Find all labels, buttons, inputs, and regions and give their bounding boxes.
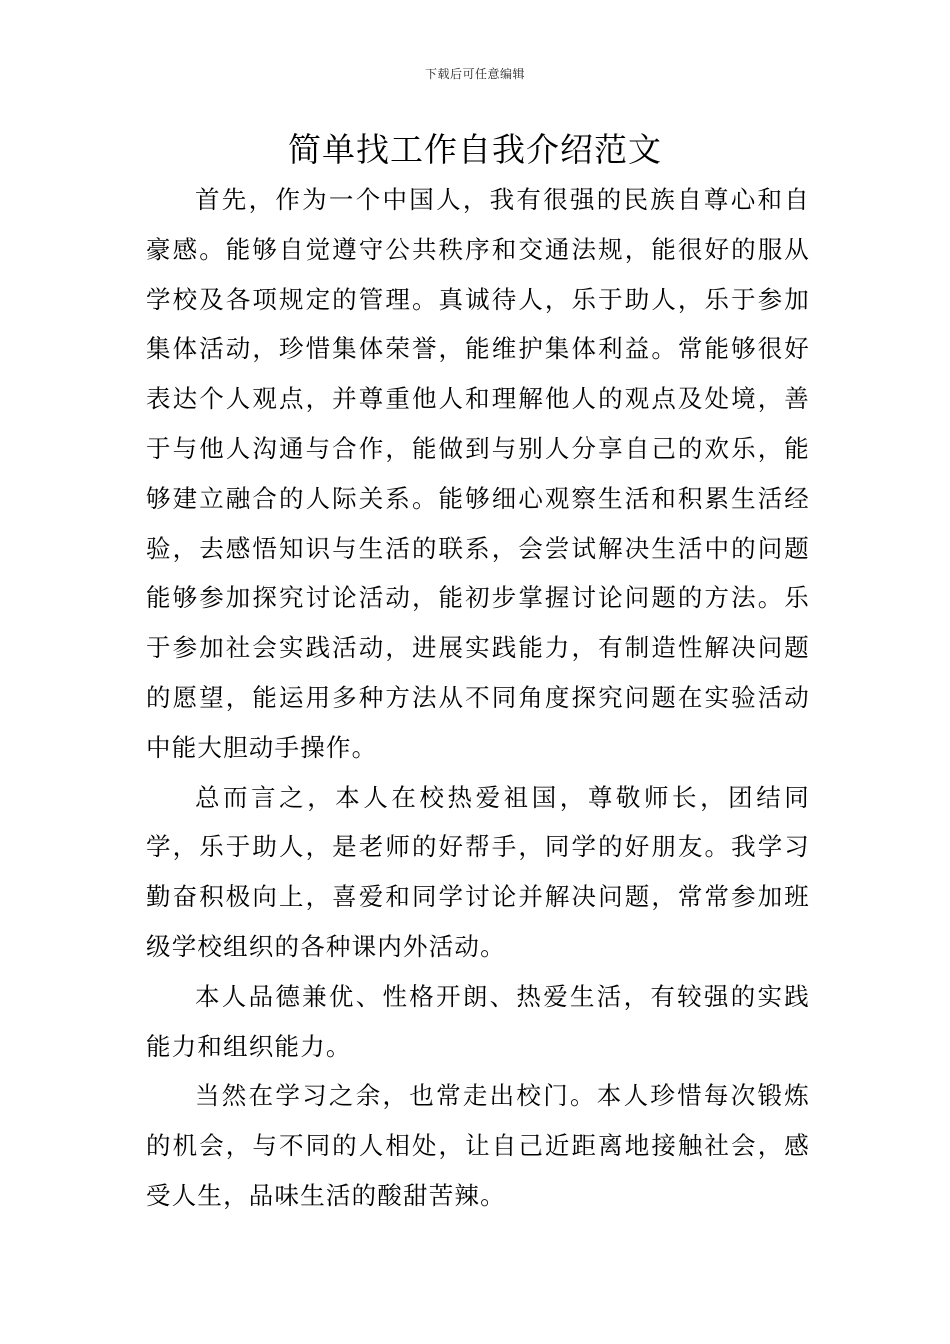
paragraph-4: 当然在学习之余，也常走出校门。本人珍惜每次锻炼的机会，与不同的人相处，让自己近距离地接触社会，感受人生，品味生活的酸甜苦辣。: [146, 1081, 810, 1210]
paragraph-2: 总而言之，本人在校热爱祖国，尊敬师长，团结同学，乐于助人，是老师的好帮手，同学的好朋友。我学习勤奋积极向上，喜爱和同学讨论并解决问题，常常参加班级学校组织的各种课内外活动。: [146, 782, 810, 961]
paragraph-3: 本人品德兼优、性格开朗、热爱生活，有较强的实践能力和组织能力。: [146, 981, 810, 1061]
document-body: [146, 175, 810, 1221]
document-title: 简单找工作自我介绍范文: [288, 130, 662, 169]
header-note: 下载后可任意编辑: [424, 67, 525, 81]
paragraph-1: 首先，作为一个中国人，我有很强的民族自尊心和自豪感。能够自觉遵守公共秩序和交通法规，能很好的服从学校及各项规定的管理。真诚待人，乐于助人，乐于参加集体活动，珍惜集体荣誉，能维护集体利益。常能够很好表达个人观点，并尊重他人和理解他人的观点及处境，善于与他人沟通与合作，能做到与别人分享自己的欢乐，能够建立融合的人际关系。能够细心观察生活和积累生活经验，去感悟知识与生活的联系，会尝试解决生活中的问题能够参加探究讨论活动，能初步掌握讨论问题的方法。乐于参加社会实践活动，进展实践能力，有制造性解决问题的愿望，能运用多种方法从不同角度探究问题在实验活动中能大胆动手操作。: [146, 185, 810, 762]
